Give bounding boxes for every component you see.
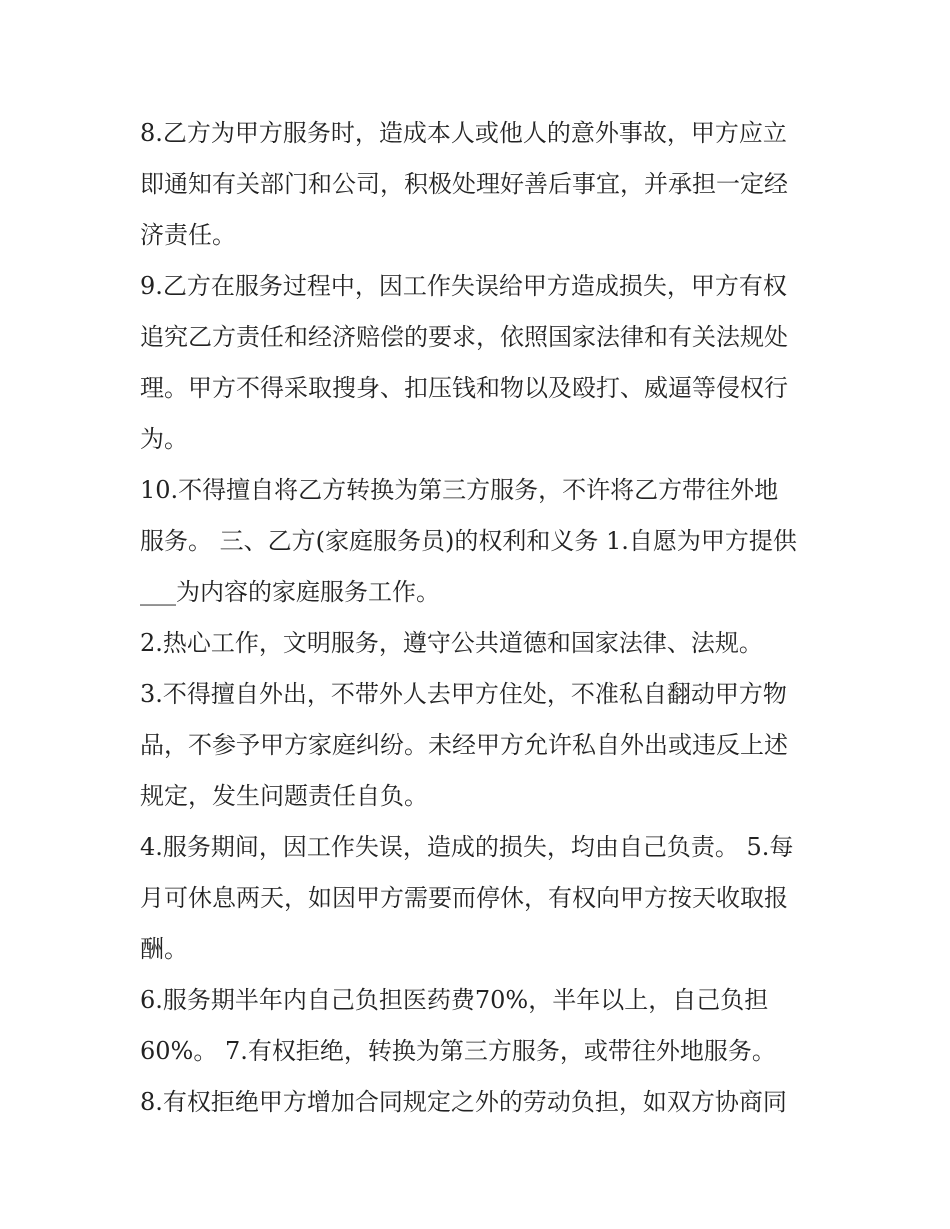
text-line: 为。 [140, 425, 188, 453]
text-line: 4.服务期间，因工作失误，造成的损失，均由自己负责。 5.每 [140, 833, 794, 861]
text-line: 8.乙方为甲方服务时，造成本人或他人的意外事故，甲方应立 [140, 119, 787, 147]
text-line: 酬。 [140, 935, 188, 963]
text-line: 即通知有关部门和公司，积极处理好善后事宜，并承担一定经 [140, 170, 788, 198]
text-line: 月可休息两天，如因甲方需要而停休，有权向甲方按天收取报 [140, 884, 788, 912]
text-line: 理。甲方不得采取搜身、扣压钱和物以及殴打、威逼等侵权行 [140, 374, 788, 402]
text-line: 济责任。 [140, 221, 236, 249]
text-line: 服务。 三、乙方(家庭服务员)的权利和义务 1.自愿为甲方提供 [140, 527, 797, 555]
text-line: 2.热心工作，文明服务，遵守公共道德和国家法律、法规。 [140, 629, 763, 657]
contract-text [140, 108, 818, 1128]
text-line: 3.不得擅自外出，不带外人去甲方住处，不准私自翻动甲方物 [140, 680, 787, 708]
text-line: 追究乙方责任和经济赔偿的要求，依照国家法律和有关法规处 [140, 323, 788, 351]
text-line: 10.不得擅自将乙方转换为第三方服务，不许将乙方带往外地 [140, 476, 779, 504]
text-line: 品，不参予甲方家庭纠纷。未经甲方允许私自外出或违反上述 [140, 731, 788, 759]
text-line: 8.有权拒绝甲方增加合同规定之外的劳动负担，如双方协商同 [140, 1088, 787, 1116]
text-line: ___为内容的家庭服务工作。 [140, 578, 440, 606]
text-line: 9.乙方在服务过程中，因工作失误给甲方造成损失，甲方有权 [140, 272, 787, 300]
text-line: 60%。 7.有权拒绝，转换为第三方服务，或带往外地服务。 [140, 1037, 776, 1065]
text-line: 规定，发生问题责任自负。 [140, 782, 428, 810]
text-line: 6.服务期半年内自己负担医药费70%，半年以上，自己负担 [140, 986, 769, 1014]
